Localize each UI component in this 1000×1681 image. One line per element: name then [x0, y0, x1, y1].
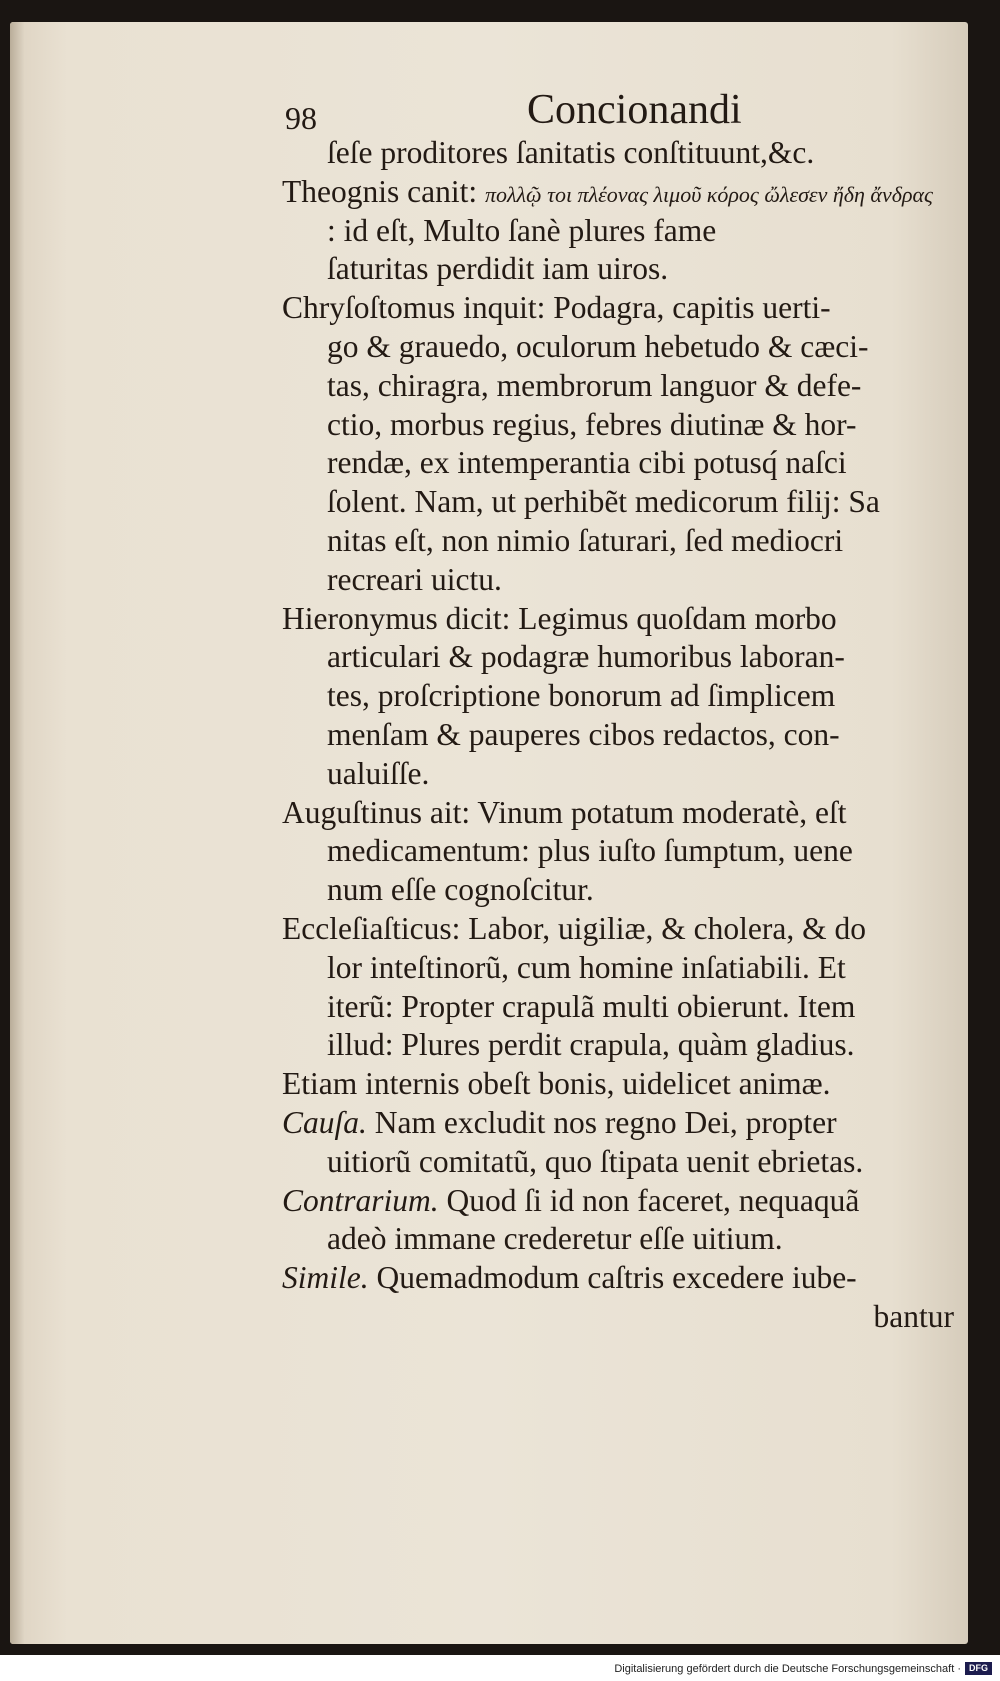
text-line: ualuiſſe.: [327, 755, 430, 791]
speaker-name: Theognis canit:: [282, 173, 478, 209]
margin-label-causa: Cauſa.: [282, 1104, 367, 1140]
text-line: go & grauedo, oculorum hebetudo & cæci-: [327, 328, 869, 364]
text-line: : id eſt, Multo ſanè plures fame: [327, 212, 717, 248]
text-line: tes, proſcriptione bonorum ad ſimplicem: [327, 678, 836, 714]
text-line: medicamentum: plus iuſto ſumptum, uene: [327, 833, 853, 869]
funding-credit: Digitalisierung gefördert durch die Deutsche Forschungsgemeinschaft ·: [614, 1663, 961, 1675]
text-line: num eſſe cognoſcitur.: [327, 872, 594, 908]
text-line: Auguſtinus ait: Vinum potatum moderatè, eſt: [282, 794, 847, 830]
text-line: illud: Plures perdit crapula, quàm gladius.: [327, 1027, 855, 1063]
text-line: [282, 1259, 972, 1298]
text-span: Nam excludit nos regno Dei, propter: [374, 1104, 837, 1140]
text-line: Etiam internis obeſt bonis, uidelicet animæ.: [282, 1066, 831, 1102]
text-line: Chryſoſtomus inquit: Podagra, capitis uerti-: [282, 290, 831, 326]
text-line: rendæ, ex intemperantia cibi potusq́ naſci: [327, 445, 847, 481]
margin-label-contrarium: Contrarium.: [282, 1182, 439, 1218]
text-span: Quemadmodum caſtris excedere iube-: [376, 1260, 857, 1296]
page-number: 98: [285, 100, 317, 136]
text-line: ctio, morbus regius, febres diutinæ & hor-: [327, 406, 857, 442]
text-line: articulari & podagræ humoribus laboran-: [327, 639, 845, 675]
text-line: Eccleſiaſticus: Labor, uigiliæ, & cholera, & do: [282, 910, 866, 946]
page-gutter-shadow: [10, 22, 24, 1644]
text-line: lor inteſtinorũ, cum homine inſatiabili. Et: [327, 949, 846, 985]
greek-quote: πολλῷ τοι πλέονας λιμοῦ κόρος ὤλεσεν ἤδη ἄνδρας: [484, 181, 933, 207]
text-line: [282, 1182, 972, 1221]
text-line: [282, 1104, 972, 1143]
catchword: bantur: [873, 1298, 954, 1334]
text-line: adeò immane crederetur eſſe uitium.: [327, 1221, 783, 1257]
text-line: nitas eſt, non nimio ſaturari, ſed mediocri: [327, 522, 844, 558]
text-line: recreari uictu.: [327, 561, 502, 597]
page-header: [285, 82, 742, 142]
body-text: [282, 134, 972, 1337]
text-line: menſam & pauperes cibos redactos, con-: [327, 716, 840, 752]
text-line: ſaturitas perdidit iam uiros.: [327, 251, 669, 287]
dfg-logo-icon: DFG: [965, 1662, 992, 1675]
footer-bar: [0, 1655, 1000, 1681]
text-line: iterũ: Propter crapulã multi obierunt. Item: [327, 988, 856, 1024]
text-line: Hieronymus dicit: Legimus quoſdam morbo: [282, 600, 837, 636]
running-title: Concionandi: [527, 87, 742, 133]
text-line: ſeſe proditores ſanitatis conſtituunt,&c.: [327, 135, 815, 170]
text-line: uitiorũ comitatũ, quo ſtipata uenit ebrietas.: [327, 1143, 864, 1179]
text-line: ſolent. Nam, ut perhibẽt medicorum filij: Sa: [327, 484, 880, 520]
margin-label-simile: Simile.: [282, 1260, 369, 1296]
text-span: Quod ſi id non faceret, nequaquã: [446, 1182, 860, 1218]
text-line: [282, 173, 972, 212]
text-line: tas, chiragra, membrorum languor & defe-: [327, 367, 862, 403]
